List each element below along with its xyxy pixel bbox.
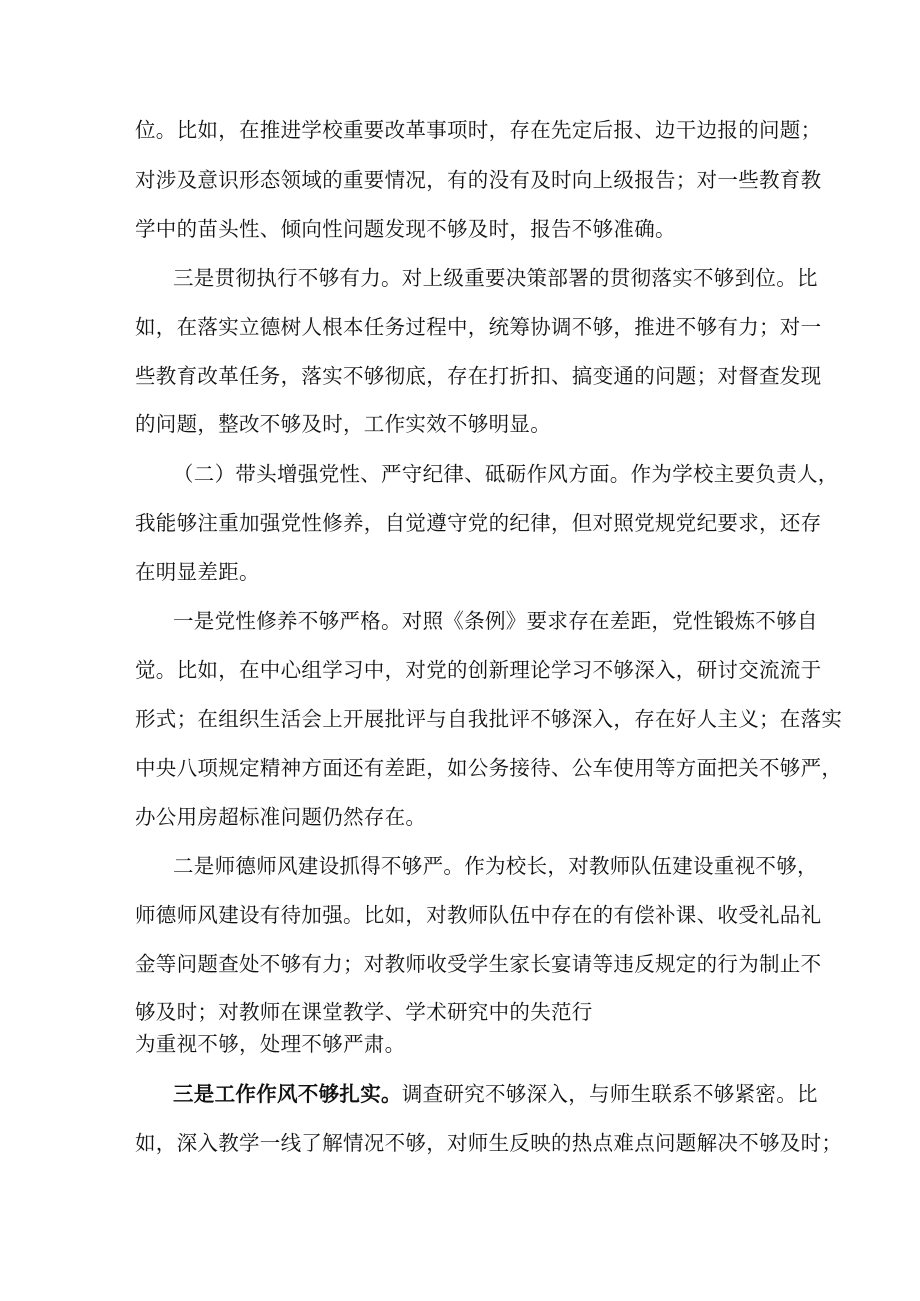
paragraph-5-line-5: 为重视不够，处理不够严肃。 (135, 1032, 406, 1056)
paragraph-2-line-2: 如，在落实立德树人根本任务过程中，统筹协调不够，推进不够有力；对一 (135, 315, 822, 339)
paragraph-2-line-1: 三是贯彻执行不够有力。对上级重要决策部署的贯彻落实不够到位。比 (173, 266, 818, 290)
paragraph-4-line-5: 办公用房超标准问题仍然存在。 (135, 805, 427, 829)
paragraph-2-line-3: 些教育改革任务，落实不够彻底，存在打折扣、搞变通的问题；对督查发现 (135, 364, 822, 388)
paragraph-3-line-2: 我能够注重加强党性修养，自觉遵守党的纪律，但对照党规党纪要求，还存 (135, 511, 822, 535)
paragraph-5-line-1: 二是师德师风建设抓得不够严。作为校长，对教师队伍建设重视不够， (173, 854, 818, 878)
paragraph-1-line-2: 对涉及意识形态领域的重要情况，有的没有及时向上级报告；对一些教育教 (135, 168, 822, 192)
paragraph-6-line-1 (173, 1080, 833, 1108)
paragraph-2-line-4: 的问题，整改不够及时，工作实效不够明显。 (135, 412, 551, 436)
paragraph-1-line-3: 学中的苗头性、倾向性问题发现不够及时，报告不够准确。 (135, 217, 676, 241)
paragraph-5-line-3: 金等问题查处不够有力；对教师收受学生家长宴请等违反规定的行为制止不 (135, 952, 822, 976)
paragraph-5-line-4: 够及时；对教师在课堂教学、学术研究中的失范行 (135, 1000, 593, 1024)
paragraph-5-line-2: 师德师风建设有待加强。比如，对教师队伍中存在的有偿补课、收受礼品礼 (135, 903, 822, 927)
paragraph-6-heading: 三是工作作风不够扎实。 (173, 1082, 402, 1106)
paragraph-3-line-3: 在明显差距。 (135, 560, 260, 584)
paragraph-1-line-1: 位。比如，在推进学校重要改革事项时，存在先定后报、边干边报的问题； (135, 118, 822, 142)
paragraph-6-line-2: 如，深入教学一线了解情况不够，对师生反映的热点难点问题解决不够及时； (135, 1131, 843, 1155)
paragraph-4-line-4: 中央八项规定精神方面还有差距，如公务接待、公车使用等方面把关不够严， (135, 756, 843, 780)
paragraph-4-line-2: 觉。比如，在中心组学习中，对党的创新理论学习不够深入，研讨交流流于 (135, 658, 822, 682)
paragraph-3-line-1: （二）带头增强党性、严守纪律、砥砺作风方面。作为学校主要负责人， (173, 462, 839, 486)
paragraph-4-line-1: 一是党性修养不够严格。对照《条例》要求存在差距，党性锻炼不够自 (173, 609, 818, 633)
paragraph-6-line-1-text: 调查研究不够深入，与师生联系不够紧密。比 (401, 1082, 818, 1106)
paragraph-4-line-3: 形式；在组织生活会上开展批评与自我批评不够深入，存在好人主义；在落实 (135, 707, 843, 731)
